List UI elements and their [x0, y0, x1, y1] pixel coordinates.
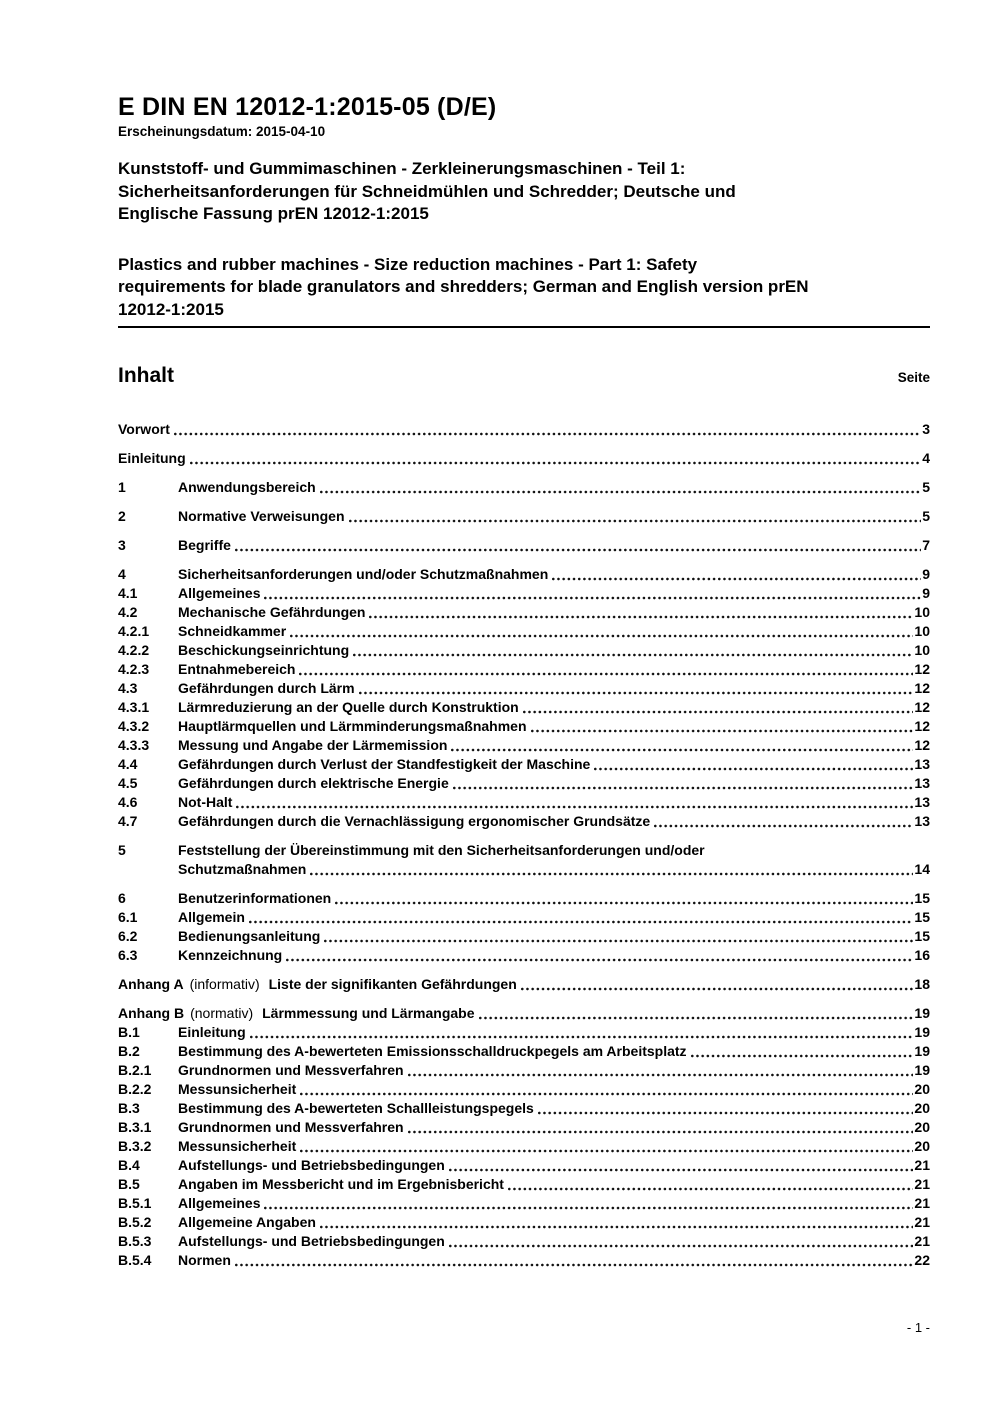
toc-entry-title: Anwendungsbereich [178, 479, 316, 495]
toc-entry-page: 12 [914, 699, 930, 715]
toc-entry-number: B.2.2 [118, 1081, 152, 1097]
toc-entry-page: 4 [922, 450, 930, 466]
toc-entry-number: 4 [118, 566, 126, 582]
title-line: Kunststoff- und Gummimaschinen - Zerkleinerungsmaschinen - Teil 1: [118, 159, 686, 178]
toc-entry-title: Bestimmung des A-bewerteten Emissionsschalldruckpegels am Arbeitsplatz [178, 1043, 687, 1059]
toc-entry [118, 420, 930, 439]
toc-entry-title: Bestimmung des A-bewerteten Schallleistungspegels [178, 1100, 534, 1116]
toc-entry-page: 21 [914, 1233, 930, 1249]
toc-leader-dots [264, 1194, 913, 1213]
toc-entry [118, 1099, 930, 1118]
toc-leader-dots [538, 1099, 914, 1118]
toc-entry-title: Gefährdungen durch Lärm [178, 680, 355, 696]
toc-entry-number: B.5.1 [118, 1195, 152, 1211]
toc-entry-title: Angaben im Messbericht und im Ergebnisbericht [178, 1176, 504, 1192]
toc-entry [118, 975, 930, 994]
toc-entry-page: 19 [914, 1005, 930, 1021]
toc-annex-qualifier: (informativ) [189, 976, 260, 992]
toc-entry-number: 4.3 [118, 680, 138, 696]
toc-entry-title: Beschickungseinrichtung [178, 642, 350, 658]
toc-entry [118, 1137, 930, 1156]
toc-entry-number: 4.3.1 [118, 699, 150, 715]
toc-entry-number: 1 [118, 479, 126, 495]
toc-entry [118, 1004, 930, 1023]
toc-entry-title: Not-Halt [178, 794, 233, 810]
toc-leader-dots [353, 641, 913, 660]
toc-entry-title: Gefährdungen durch Verlust der Standfestigkeit der Maschine [178, 756, 591, 772]
toc-entry-title: Messunsicherheit [178, 1081, 297, 1097]
toc-leader-dots [521, 975, 914, 994]
toc-entry-page: 21 [914, 1176, 930, 1192]
toc-entry-number: B.3.2 [118, 1138, 152, 1154]
title-line: 12012-1:2015 [118, 299, 224, 319]
toc-leader-dots [453, 774, 914, 793]
toc-leader-dots [320, 1213, 913, 1232]
toc-entry-number: 6.1 [118, 909, 138, 925]
toc-entry [118, 812, 930, 831]
toc-entry-number: B.1 [118, 1024, 140, 1040]
toc-entry [118, 1175, 930, 1194]
toc-entry-page: 19 [914, 1062, 930, 1078]
toc-leader-dots [531, 717, 914, 736]
toc-entry-number: 4.2.3 [118, 661, 150, 677]
toc-entry-title: Benutzerinformationen [178, 890, 332, 906]
toc-entry-page: 10 [914, 604, 930, 620]
toc-entry-number: 4.6 [118, 794, 138, 810]
toc-leader-dots [479, 1004, 914, 1023]
toc-entry-page: 21 [914, 1195, 930, 1211]
toc-entry-number: B.2.1 [118, 1062, 152, 1078]
toc-leader-dots [552, 565, 921, 584]
toc-entry-page: 10 [914, 642, 930, 658]
toc-entry [118, 1213, 930, 1232]
toc-entry-page: 12 [914, 737, 930, 753]
toc-entry [118, 717, 930, 736]
publication-date: Erscheinungsdatum: 2015-04-10 [118, 124, 326, 139]
toc-leader-dots [174, 420, 921, 439]
toc-entry-page: 15 [914, 909, 930, 925]
toc-entry [118, 755, 930, 774]
toc-entry-number: B.5.2 [118, 1214, 152, 1230]
title-line: Englische Fassung prEN 12012-1:2015 [118, 204, 429, 223]
toc-leader-dots [320, 478, 922, 497]
toc-entry-number: 4.5 [118, 775, 138, 791]
toc-entry-page: 20 [914, 1100, 930, 1116]
toc-entry-title: Aufstellungs- und Betriebsbedingungen [178, 1233, 445, 1249]
page-content [118, 0, 930, 1270]
toc-entry-page: 15 [914, 928, 930, 944]
toc-leader-dots [300, 1137, 913, 1156]
title-english [118, 254, 930, 322]
toc-leader-dots [190, 449, 922, 468]
toc-entry-number: B.5 [118, 1176, 140, 1192]
toc-entry-page: 9 [922, 566, 930, 582]
toc-leader-dots [349, 507, 922, 526]
toc-entry-title: Bedienungsanleitung [178, 928, 321, 944]
toc-entry-title: Einleitung [178, 1024, 246, 1040]
toc-entry [118, 1232, 930, 1251]
toc-entry-title: Begriffe [178, 537, 231, 553]
toc-entry [118, 536, 930, 555]
toc-entry-number: B.3.1 [118, 1119, 152, 1135]
toc-leader-dots [235, 536, 921, 555]
toc-entry-title: Hauptlärmquellen und Lärmminderungsmaßnahmen [178, 718, 527, 734]
toc-entry [118, 1023, 930, 1042]
toc-entry-page: 20 [914, 1138, 930, 1154]
toc-entry-title: Gefährdungen durch elektrische Energie [178, 775, 449, 791]
toc-entry-title: Einleitung [118, 450, 186, 466]
toc-entry-page: 9 [922, 585, 930, 601]
toc-leader-dots [654, 812, 913, 831]
toc-leader-dots [408, 1118, 914, 1137]
toc-annex-prefix: Anhang B [118, 1005, 185, 1021]
toc-entry-number: B.4 [118, 1157, 140, 1173]
toc-entry-title: Allgemeine Angaben [178, 1214, 316, 1230]
toc-entry [118, 774, 930, 793]
toc-entry [118, 1080, 930, 1099]
toc-leader-dots [359, 679, 914, 698]
toc-entry-number: 4.4 [118, 756, 138, 772]
toc-leader-dots [324, 927, 913, 946]
toc-entry-number: B.5.3 [118, 1233, 152, 1249]
toc-entry-title: Allgemeines [178, 1195, 261, 1211]
toc-entry-title: Normen [178, 1252, 231, 1268]
toc-entry [118, 679, 930, 698]
toc-entry [118, 1251, 930, 1270]
toc-entry-page: 10 [914, 623, 930, 639]
title-line: requirements for blade granulators and shredders; German and English version prEN [118, 277, 809, 296]
toc-entry-page: 21 [914, 1157, 930, 1173]
toc-annex-qualifier: (normativ) [190, 1005, 254, 1021]
toc-entry-page: 16 [914, 947, 930, 963]
toc-entry-page: 12 [914, 718, 930, 734]
toc-entry-title: Allgemeines [178, 585, 261, 601]
toc-leader-dots [335, 889, 913, 908]
toc-entry [118, 622, 930, 641]
toc-entry-title [118, 1004, 475, 1023]
toc-leader-dots [310, 860, 913, 879]
toc-entry [118, 1042, 930, 1061]
toc-entry-number: 3 [118, 537, 126, 553]
toc-leader-dots [299, 660, 913, 679]
toc-leader-dots [449, 1232, 914, 1251]
toc-entry [118, 478, 930, 497]
toc-leader-dots [286, 946, 913, 965]
toc-entry-page: 12 [914, 661, 930, 677]
toc-leader-dots [451, 736, 913, 755]
toc-entry-page: 13 [914, 775, 930, 791]
toc-entry [118, 698, 930, 717]
table-of-contents [118, 420, 930, 1270]
toc-entry [118, 1118, 930, 1137]
toc-leader-dots [449, 1156, 914, 1175]
toc-entry-number: B.2 [118, 1043, 140, 1059]
toc-entry-title: Gefährdungen durch die Vernachlässigung ergonomischer Grundsätze [178, 813, 651, 829]
toc-entry [118, 908, 930, 927]
toc-entry-page: 7 [922, 537, 930, 553]
toc-entry-title: Grundnormen und Messverfahren [178, 1119, 404, 1135]
toc-leader-dots [235, 1251, 914, 1270]
toc-entry [118, 841, 930, 879]
toc-entry-page: 20 [914, 1119, 930, 1135]
toc-entry-title: Schneidkammer [178, 623, 287, 639]
toc-entry-title: Allgemein [178, 909, 245, 925]
page-number-footer: - 1 - [906, 1320, 930, 1335]
toc-entry-number: B.3 [118, 1100, 140, 1116]
toc-entry-page: 13 [914, 813, 930, 829]
toc-entry-number: 2 [118, 508, 126, 524]
toc-entry [118, 449, 930, 468]
toc-entry-number: B.5.4 [118, 1252, 152, 1268]
title-line: Plastics and rubber machines - Size reduction machines - Part 1: Safety [118, 254, 698, 274]
toc-entry-page: 13 [914, 756, 930, 772]
toc-entry-title-continued: Schutzmaßnahmen [178, 861, 307, 877]
toc-annex-title: Lärmmessung und Lärmangabe [262, 1005, 475, 1021]
toc-entry [118, 1194, 930, 1213]
toc-leader-dots [250, 1023, 914, 1042]
toc-leader-dots [691, 1042, 914, 1061]
toc-entry-number: 4.2 [118, 604, 138, 620]
toc-entry-number: 6 [118, 890, 126, 906]
toc-entry-title: Feststellung der Übereinstimmung mit den Sicherheitsanforderungen und/oder [178, 842, 705, 858]
toc-entry-title: Grundnormen und Messverfahren [178, 1062, 404, 1078]
toc-leader-dots [290, 622, 913, 641]
toc-header [118, 364, 930, 388]
toc-entry-page: 20 [914, 1081, 930, 1097]
toc-entry [118, 793, 930, 812]
toc-leader-dots [236, 793, 913, 812]
toc-entry-number: 4.2.2 [118, 642, 150, 658]
header-divider [118, 326, 930, 328]
toc-entry [118, 641, 930, 660]
toc-entry-page: 22 [914, 1252, 930, 1268]
toc-entry-number: 6.2 [118, 928, 138, 944]
toc-leader-dots [508, 1175, 913, 1194]
toc-entry-number: 4.3.3 [118, 737, 150, 753]
toc-leader-dots [523, 698, 914, 717]
toc-entry-number: 4.3.2 [118, 718, 150, 734]
title-line: Sicherheitsanforderungen für Schneidmühlen und Schredder; Deutsche und [118, 181, 736, 201]
toc-entry-page: 13 [914, 794, 930, 810]
toc-entry-title: Kennzeichnung [178, 947, 283, 963]
toc-entry-number: 4.7 [118, 813, 138, 829]
toc-entry-page: 12 [914, 680, 930, 696]
toc-entry-page: 5 [922, 479, 930, 495]
document-title: E DIN EN 12012-1:2015-05 (D/E) [118, 93, 497, 121]
toc-leader-dots [264, 584, 921, 603]
toc-entry [118, 927, 930, 946]
toc-entry-title: Messung und Angabe der Lärmemission [178, 737, 448, 753]
toc-annex-prefix: Anhang A [118, 976, 184, 992]
toc-entry-title: Sicherheitsanforderungen und/oder Schutzmaßnahmen [178, 566, 549, 582]
toc-entry-number: 4.2.1 [118, 623, 150, 639]
toc-entry [118, 507, 930, 526]
toc-leader-dots [408, 1061, 914, 1080]
toc-entry-title: Vorwort [118, 421, 170, 437]
toc-entry [118, 603, 930, 622]
toc-entry-page: 19 [914, 1024, 930, 1040]
toc-entry-line2 [118, 860, 930, 879]
toc-entry-page: 19 [914, 1043, 930, 1059]
toc-leader-dots [594, 755, 913, 774]
toc-entry-page: 21 [914, 1214, 930, 1230]
toc-entry [118, 565, 930, 584]
toc-entry-title: Aufstellungs- und Betriebsbedingungen [178, 1157, 445, 1173]
toc-entry-title: Mechanische Gefährdungen [178, 604, 366, 620]
title-german [118, 158, 930, 226]
toc-entry-page: 3 [922, 421, 930, 437]
toc-entry-title [118, 975, 517, 994]
toc-entry-page: 18 [914, 976, 930, 992]
toc-entry-page: 15 [914, 890, 930, 906]
toc-entry-number: 4.1 [118, 585, 138, 601]
toc-leader-dots [300, 1080, 913, 1099]
toc-entry [118, 736, 930, 755]
toc-entry [118, 660, 930, 679]
toc-entry-page: 5 [922, 508, 930, 524]
toc-entry-title: Entnahmebereich [178, 661, 296, 677]
toc-entry-number: 6.3 [118, 947, 138, 963]
toc-entry-line1 [118, 841, 930, 860]
toc-entry-number-spacer [118, 860, 178, 879]
toc-entry [118, 584, 930, 603]
toc-heading: Inhalt [118, 364, 174, 387]
toc-annex-title: Liste der signifikanten Gefährdungen [268, 976, 517, 992]
toc-entry-title: Messunsicherheit [178, 1138, 297, 1154]
toc-entry-page: 14 [914, 861, 930, 877]
toc-leader-dots [249, 908, 914, 927]
toc-entry [118, 1156, 930, 1175]
toc-leader-dots [369, 603, 913, 622]
toc-entry-number: 5 [118, 842, 126, 858]
toc-entry [118, 889, 930, 908]
toc-entry-title: Normative Verweisungen [178, 508, 345, 524]
toc-entry [118, 946, 930, 965]
toc-page-column-label: Seite [897, 370, 930, 385]
toc-entry [118, 1061, 930, 1080]
toc-entry-title: Lärmreduzierung an der Quelle durch Konstruktion [178, 699, 519, 715]
